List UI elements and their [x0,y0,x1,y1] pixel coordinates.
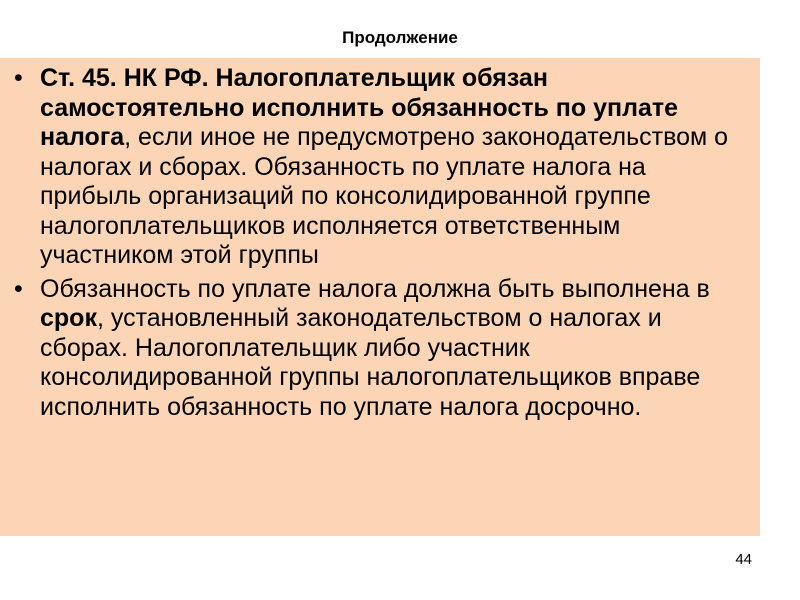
bullet-item-article-45 [10,64,742,271]
bullet-text: , если иное не предусмотрено законодательством о налогах и сборах. Обязанность по уплате налога на прибыль организаций по консолидированной группе налогоплательщиков исполняется ответственным участником этой группы [40,123,729,269]
bullet-text: Обязанность по уплате налога должна быть выполнена в [40,274,710,303]
article-reference: Ст. 45. НК РФ. Налогоплательщик обязан самостоятельно исполнить обязанность по уплате налога [40,64,679,151]
content-box [0,58,760,536]
bullet-item-deadline [10,275,742,423]
emphasized-term: срок [40,304,97,332]
bullet-text: , установленный законодательством о налогах и сборах. Налогоплательщик либо участник консолидированной группы налогоплательщиков вправе исполнить обязанность по уплате налога досрочно. [40,304,701,421]
bullet-marker: • [14,274,23,303]
bullet-marker: • [14,64,23,92]
slide-title: Продолжение [342,28,458,47]
bullet-list [10,64,742,422]
page-number: 44 [735,551,752,568]
